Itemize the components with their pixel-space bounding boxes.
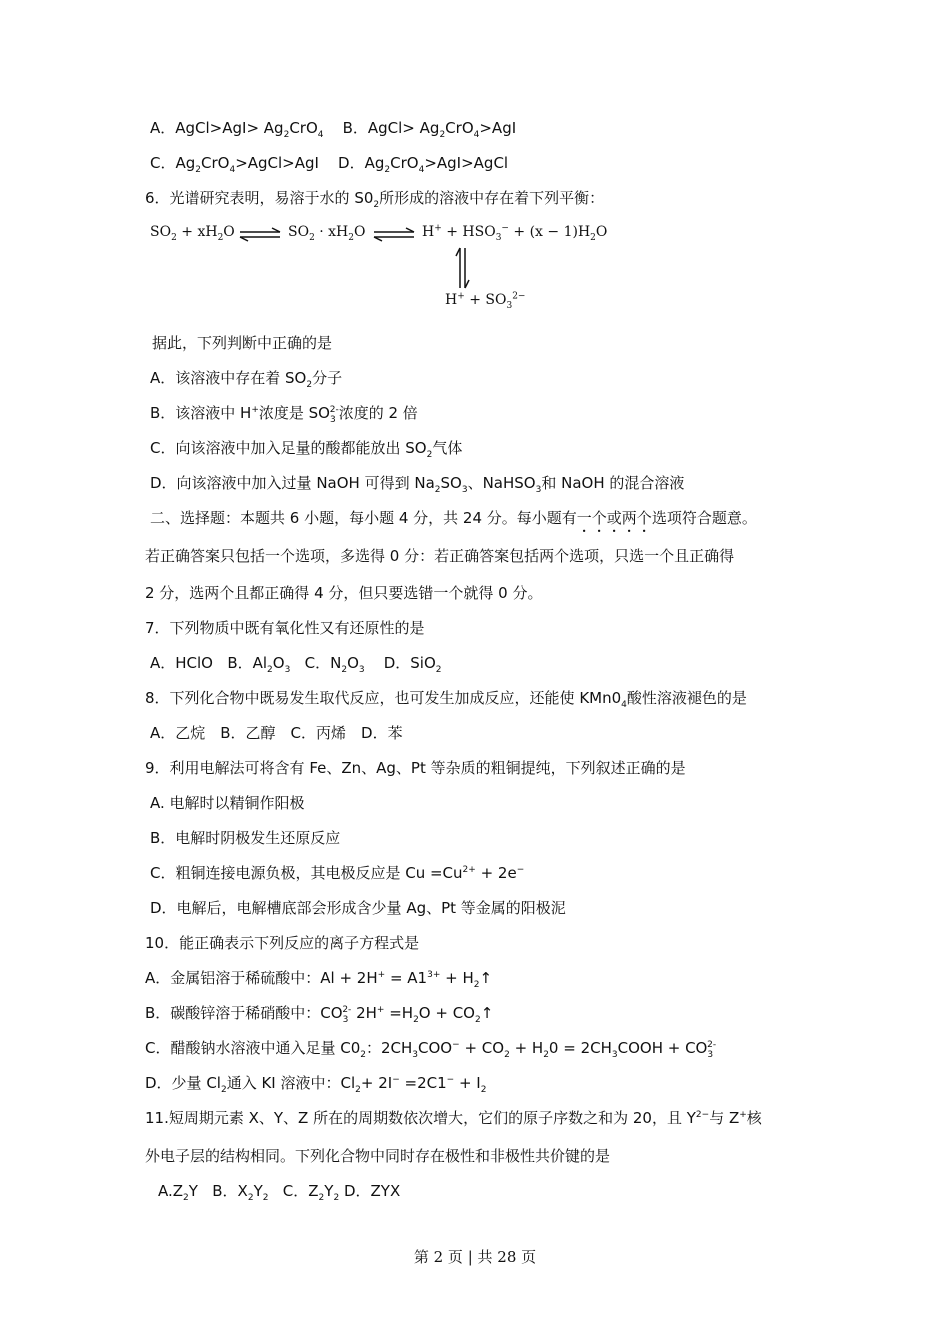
- q7-options: A．HClO B．$Al_2O_3$ C．$N_2O_3$ D．SiO$_2$: [150, 654, 442, 675]
- q9-option-d: D．电解后，电解槽底部会形成含少量 Ag、Pt 等金属的阳极泥: [150, 899, 566, 917]
- eq-right: $H^+ + HSO_3^- + (x - 1)H_2O$: [422, 223, 608, 243]
- q9-option-c: C．粗铜连接电源负极，其电极反应是 $Cu =Cu^{2+} + 2e^-$: [150, 864, 525, 882]
- q6-option-a: A．该溶液中存在着 $SO_2$分子: [150, 369, 343, 390]
- q5-option-line-1: A．AgCl>AgI> $Ag_2CrO_4$ B．AgCl> $Ag_2CrO_4>AgI$: [150, 119, 517, 140]
- q6-option-c: C．向该溶液中加入足量的酸都能放出 $SO_2$气体: [150, 439, 463, 460]
- q6-equilibrium-equation: [150, 220, 608, 315]
- vertical-equilibrium-arrow-icon: [454, 246, 470, 290]
- q6-stem: 6．光谱研究表明，易溶于水的 $S0_2$所形成的溶液中存在着下列平衡：: [145, 189, 605, 210]
- q7-stem: 7．下列物质中既有氧化性又有还原性的是: [145, 619, 425, 637]
- q5-option-line-2: C．$Ag_2CrO_4>AgCl>AgI$ D．$Ag_2CrO_4>AgI>AgCl$: [150, 154, 509, 175]
- q6-option-d: D．向该溶液中加入过量 NaOH 可得到 $Na_2SO_3$、NaHSO$_3$和 NaOH 的混合溶液: [150, 474, 685, 495]
- q11-options: $A.Z_2Y$ B．$X_2Y_2$ C．$Z_2Y_2$ D．ZYX: [158, 1182, 401, 1203]
- eq-mid: $SO_2 \cdot xH_2O$: [288, 224, 366, 243]
- q10-option-a: A．金属铝溶于稀硫酸中：$Al + 2H^+ = A1^{3+}$ + $H_2↑$: [145, 969, 493, 990]
- section2-instructions-2: 若正确答案只包括一个选项，多选得 0 分：若正确答案包括两个选项，只选一个且正确得: [145, 547, 735, 565]
- q6-option-b: B．该溶液中 H+浓度是 $SO_3^{2-}$浓度的 2 倍: [150, 404, 418, 425]
- eq-left: $SO_2 + xH_2O$: [150, 224, 235, 243]
- q10-option-b: B．碳酸锌溶于稀硝酸中：$CO_3^{2-}$ $2H^+ =H_2O$ + $CO_2↑$: [145, 1004, 494, 1025]
- section2-heading: 二、选择题：本题共 6 小题，每小题 4 分，共 24 分。每小题有一个或两个选项符合题意。: [150, 509, 757, 527]
- q9-option-a: A. 电解时以精铜作阳极: [150, 794, 305, 812]
- section2-instructions-3: 2 分，选两个且都正确得 4 分，但只要选错一个就得 0 分。: [145, 584, 543, 602]
- eq-bottom: $H^+ + SO_3^{2-}$: [445, 291, 526, 311]
- q11-stem-1: 11.短周期元素 X、Y、Z 所在的周期数依次增大，它们的原子序数之和为 20，且 $Y^{2-}$与 Z+核: [145, 1109, 762, 1127]
- q8-stem: 8．下列化合物中既易发生取代反应，也可发生加成反应，还能使 $KMn0_4$酸性溶液褪色的是: [145, 689, 747, 710]
- q10-option-c: C．醋酸钠水溶液中通入足量 $C0_2$：$2CH_3COO^- + CO_2 + H_20$ = $2CH_3COOH + CO_3^{2-}$: [145, 1039, 717, 1060]
- page-footer: 第 2 页 | 共 28 页: [413, 1248, 537, 1266]
- equilibrium-arrow-icon: [238, 226, 282, 242]
- q6-lead: 据此，下列判断中正确的是: [152, 334, 333, 352]
- equilibrium-arrow-icon: [372, 226, 416, 242]
- q9-option-b: B．电解时阴极发生还原反应: [150, 829, 341, 847]
- q8-options: A．乙烷 B．乙醇 C．丙烯 D．苯: [150, 724, 403, 742]
- q10-stem: 10．能正确表示下列反应的离子方程式是: [145, 934, 420, 952]
- q9-stem: 9．利用电解法可将含有 Fe、Zn、Ag、Pt 等杂质的粗铜提纯，下列叙述正确的是: [145, 759, 686, 777]
- q11-stem-2: 外电子层的结构相同。下列化合物中同时存在极性和非极性共价键的是: [145, 1147, 611, 1165]
- q10-option-d: D．少量 $Cl_2$通入 KI 溶液中：$Cl_2+ 2I^- =2C1^- + I_2$: [145, 1074, 487, 1095]
